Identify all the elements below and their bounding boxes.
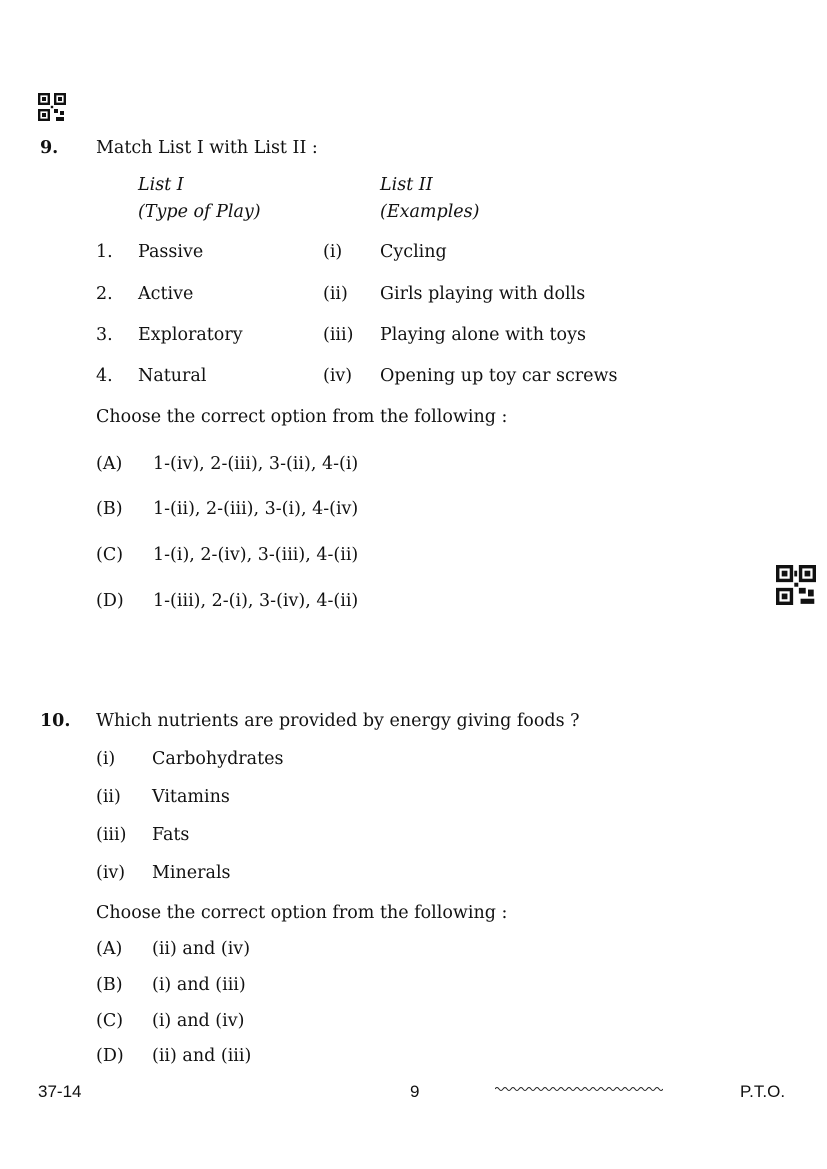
- option-text[interactable]: 1-(iii), 2-(i), 3-(iv), 4-(ii): [153, 591, 359, 611]
- match-row-number: 2.: [96, 284, 113, 304]
- match-row-item: Exploratory: [138, 325, 243, 345]
- match-row-number: 1.: [96, 242, 113, 262]
- option-label[interactable]: (C): [96, 1011, 124, 1031]
- nutrient-text: Carbohydrates: [152, 749, 284, 769]
- question-10-number: 10.: [40, 711, 71, 731]
- nutrient-label: (iii): [96, 825, 127, 845]
- question-9-number: 9.: [40, 138, 59, 158]
- option-text[interactable]: (i) and (iv): [152, 1011, 245, 1031]
- match-row-item: Natural: [138, 366, 207, 386]
- match-row-number: 3.: [96, 325, 113, 345]
- qr-code-right-margin: [776, 565, 816, 605]
- question-9-instruction: Choose the correct option from the following :: [96, 407, 508, 427]
- nutrient-label: (i): [96, 749, 116, 769]
- page-number: 9: [410, 1082, 420, 1101]
- question-9-stem: Match List I with List II :: [96, 138, 318, 158]
- nutrient-label: (ii): [96, 787, 121, 807]
- match-row-example: Playing alone with toys: [380, 325, 586, 345]
- question-10-instruction: Choose the correct option from the following :: [96, 903, 508, 923]
- option-text[interactable]: 1-(iv), 2-(iii), 3-(ii), 4-(i): [153, 454, 359, 474]
- match-row-roman: (iii): [323, 325, 354, 345]
- question-10-stem: Which nutrients are provided by energy giving foods ?: [96, 711, 580, 731]
- option-text[interactable]: (ii) and (iii): [152, 1046, 252, 1066]
- option-text[interactable]: (ii) and (iv): [152, 939, 251, 959]
- option-text[interactable]: 1-(i), 2-(iv), 3-(iii), 4-(ii): [153, 545, 359, 565]
- option-label[interactable]: (A): [96, 454, 123, 474]
- list-2-header: List II: [380, 175, 433, 195]
- list-2-subheader: (Examples): [380, 202, 480, 222]
- paper-code: 37-14: [38, 1082, 82, 1101]
- list-1-header: List I: [138, 175, 184, 195]
- match-row-roman: (i): [323, 242, 343, 262]
- qr-code-top-left: [38, 93, 66, 121]
- option-text[interactable]: 1-(ii), 2-(iii), 3-(i), 4-(iv): [153, 499, 359, 519]
- match-row-roman: (ii): [323, 284, 348, 304]
- nutrient-text: Minerals: [152, 863, 231, 883]
- nutrient-text: Fats: [152, 825, 190, 845]
- match-row-number: 4.: [96, 366, 113, 386]
- wavy-line-decoration: [495, 1085, 663, 1093]
- list-1-subheader: (Type of Play): [138, 202, 261, 222]
- option-label[interactable]: (C): [96, 545, 124, 565]
- match-row-roman: (iv): [323, 366, 353, 386]
- match-row-example: Opening up toy car screws: [380, 366, 618, 386]
- match-row-item: Passive: [138, 242, 204, 262]
- option-label[interactable]: (A): [96, 939, 123, 959]
- option-label[interactable]: (B): [96, 499, 123, 519]
- match-row-example: Girls playing with dolls: [380, 284, 586, 304]
- option-label[interactable]: (B): [96, 975, 123, 995]
- option-label[interactable]: (D): [96, 1046, 124, 1066]
- match-row-example: Cycling: [380, 242, 447, 262]
- option-label[interactable]: (D): [96, 591, 124, 611]
- nutrient-text: Vitamins: [152, 787, 230, 807]
- option-text[interactable]: (i) and (iii): [152, 975, 246, 995]
- pto-label: P.T.O.: [740, 1082, 786, 1101]
- match-row-item: Active: [138, 284, 194, 304]
- nutrient-label: (iv): [96, 863, 126, 883]
